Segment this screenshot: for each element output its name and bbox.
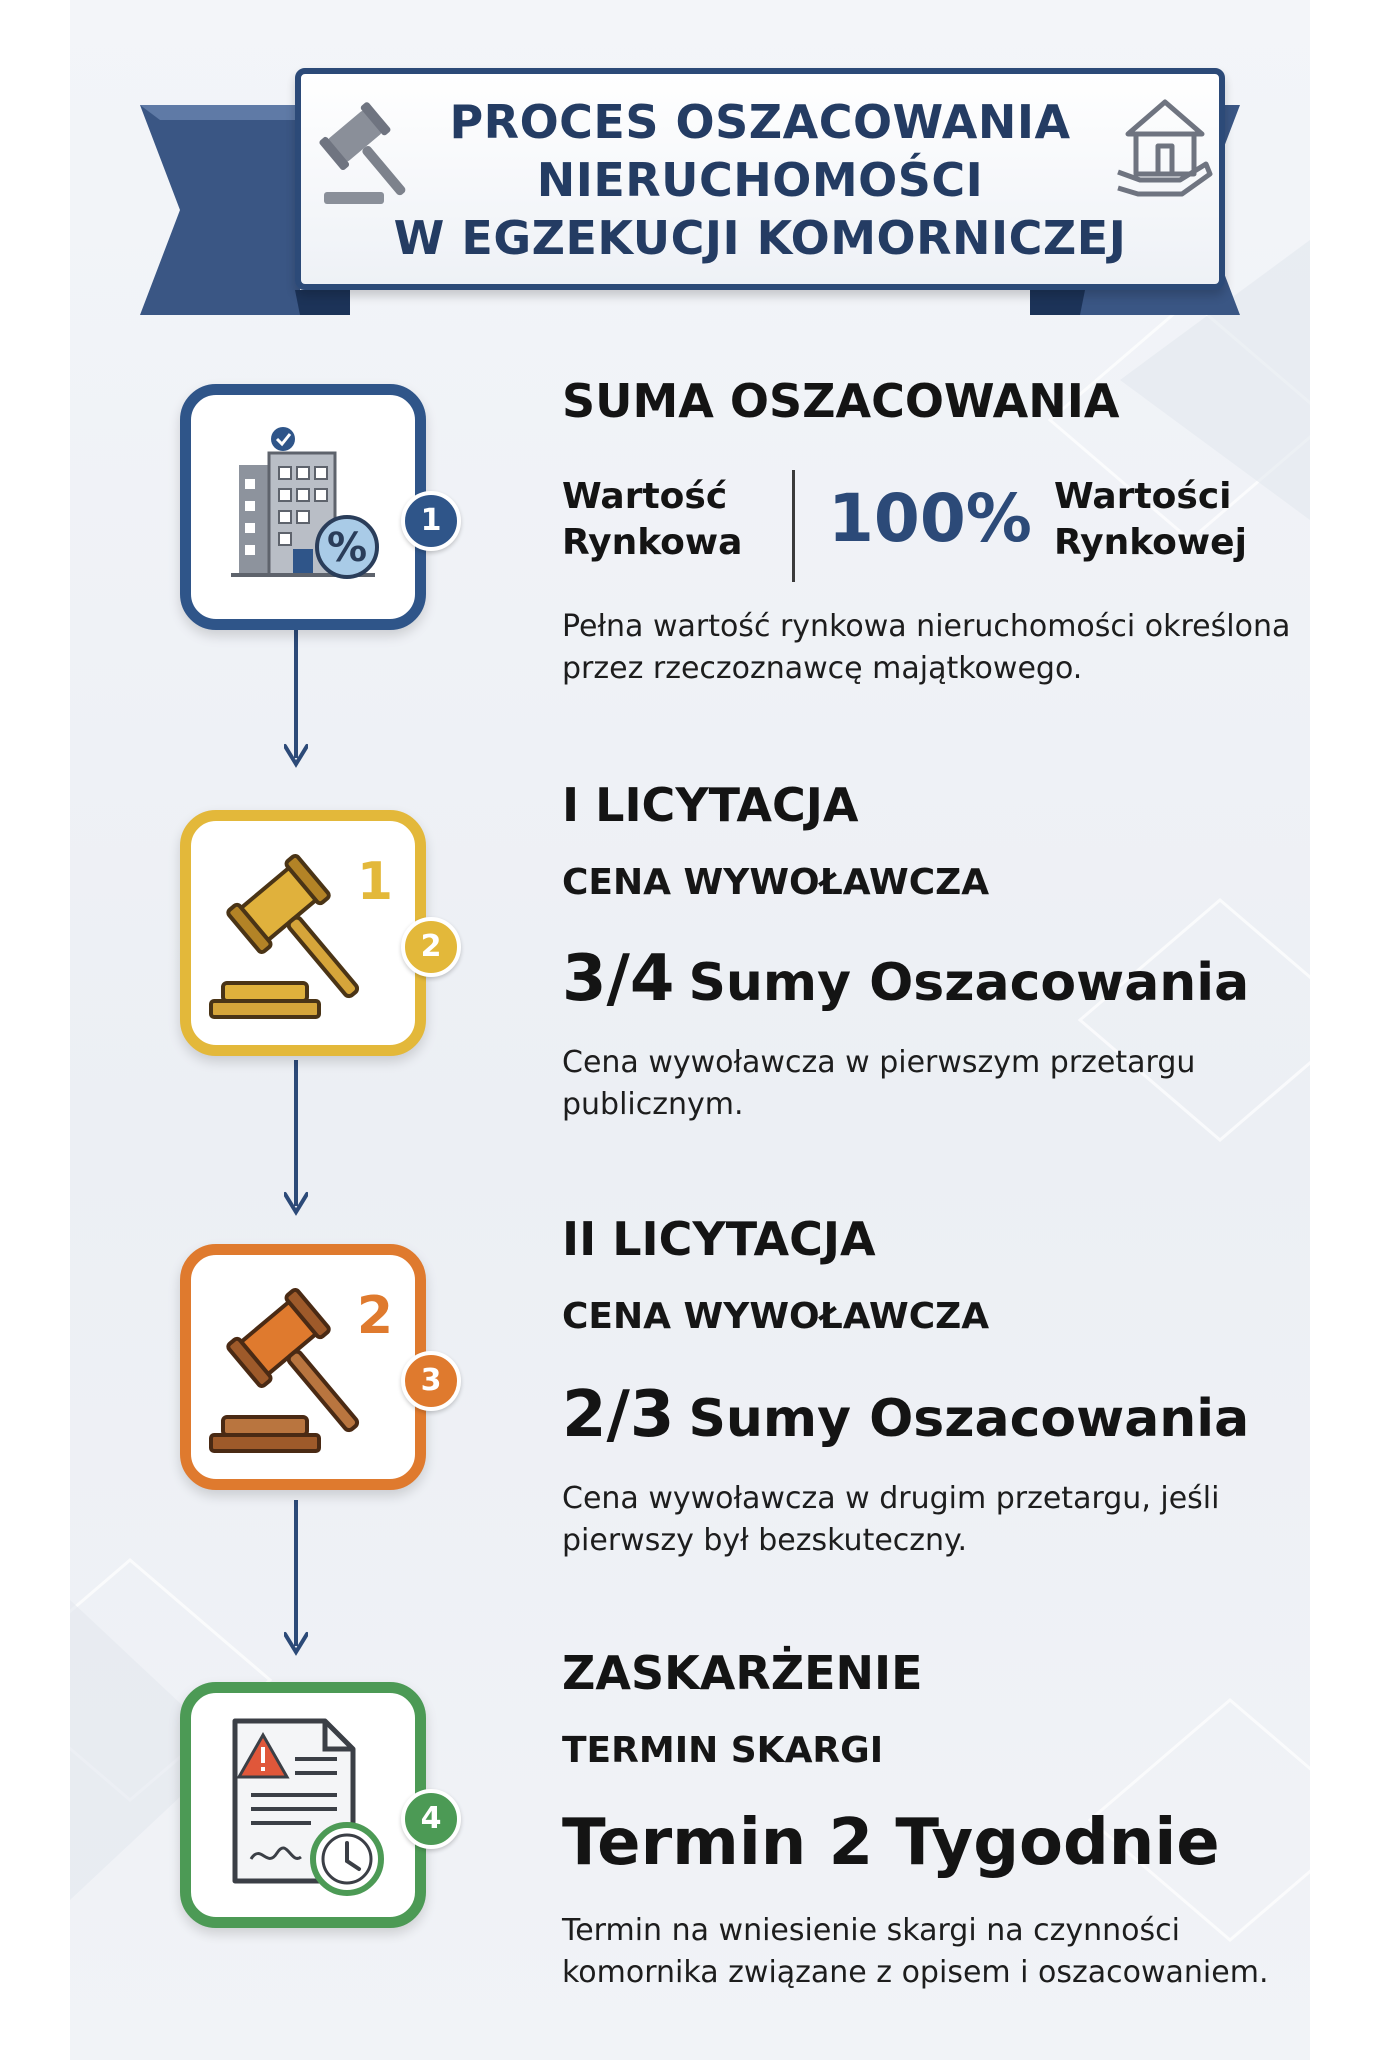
step-3-icon-digit: 2 (356, 1286, 394, 1346)
gavel-icon (191, 821, 415, 1045)
arrow-connector (284, 1500, 308, 1660)
svg-text:%: % (326, 525, 368, 571)
step-3-badge: 3 (401, 1351, 461, 1411)
step-1-heading: SUMA OSZACOWANIA (562, 374, 1120, 428)
step-2-badge: 2 (401, 917, 461, 977)
step-4-heading: ZASKARŻENIE (562, 1646, 923, 1700)
step-2-price-line (562, 942, 1249, 1016)
document-warning-clock-icon (191, 1693, 415, 1917)
arrow-connector (284, 612, 308, 772)
step-3-price-line (562, 1378, 1249, 1452)
building-percent-icon (191, 395, 415, 619)
label-line: Rynkowa (562, 522, 743, 563)
step-2-heading: I LICYTACJA (562, 778, 859, 832)
step-2-subheading: CENA WYWOŁAWCZA (562, 862, 990, 903)
step-4-description: Termin na wniesienie skargi na czynności komornika związane z opisem i oszacowaniem. (562, 1913, 1269, 1990)
step-1-market-value-label (562, 474, 742, 566)
step-4-deadline: Termin 2 Tygodnie (562, 1806, 1220, 1880)
step-3-icon-box (180, 1244, 442, 1490)
step-4-subheading: TERMIN SKARGI (562, 1730, 884, 1771)
step-2-fraction: 3/4 (562, 942, 675, 1016)
gavel-icon (191, 1255, 415, 1479)
step-3-fraction: 2/3 (562, 1378, 675, 1452)
label-line: Wartości (1054, 476, 1232, 517)
title-line-1: PROCES OSZACOWANIA (449, 95, 1071, 149)
step-1-badge: 1 (401, 491, 461, 551)
title-line-3: W EGZEKUCJI KOMORNICZEJ (393, 211, 1127, 265)
step-1-market-value-target (1054, 474, 1247, 566)
label-line: Wartość (562, 476, 728, 517)
title-line-2: NIERUCHOMOŚCI (536, 153, 984, 207)
step-3-subheading: CENA WYWOŁAWCZA (562, 1296, 990, 1337)
step-3-heading: II LICYTACJA (562, 1212, 876, 1266)
label-line: Rynkowej (1054, 522, 1247, 563)
step-1-percent: 100% (828, 480, 1032, 557)
step-2-icon-box (180, 810, 442, 1056)
step-4-icon-box (180, 1682, 442, 1928)
title-banner (140, 60, 1240, 330)
infographic (70, 0, 1310, 2060)
step-2-description: Cena wywoławcza w pierwszym przetargu publicznym. (562, 1045, 1196, 1122)
step-3-description: Cena wywoławcza w drugim przetargu, jeśli pierwszy był bezskuteczny. (562, 1481, 1220, 1558)
arrow-connector (284, 1060, 308, 1220)
step-2-icon-digit: 1 (356, 852, 394, 912)
step-4-badge: 4 (401, 1789, 461, 1849)
step-2-fraction-label: Sumy Oszacowania (688, 953, 1250, 1013)
step-3-fraction-label: Sumy Oszacowania (688, 1389, 1250, 1449)
divider (792, 470, 795, 582)
page-title (335, 80, 1185, 280)
step-1-description: Pełna wartość rynkowa nieruchomości określona przez rzeczoznawcę majątkowego. (562, 609, 1291, 686)
step-1-icon-box (180, 384, 442, 630)
